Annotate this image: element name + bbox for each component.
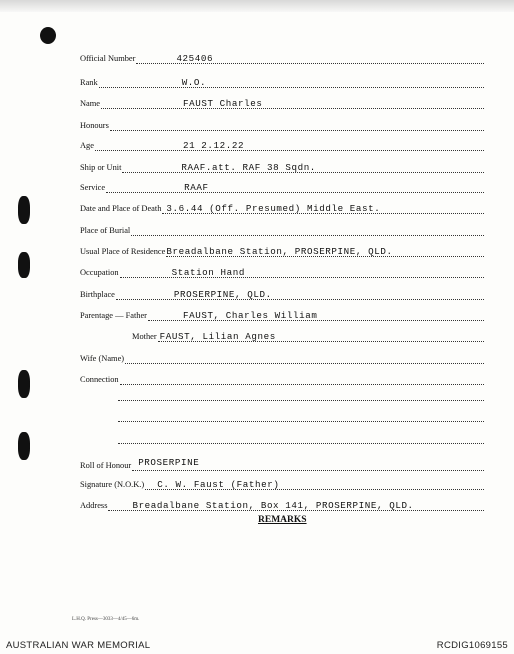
signature-nok-value: C. W. Faust (Father) bbox=[157, 478, 280, 490]
roll-of-honour-value: PROSERPINE bbox=[138, 456, 200, 468]
birthplace-row bbox=[80, 284, 484, 300]
place-burial-row bbox=[80, 220, 484, 236]
service-row bbox=[80, 177, 484, 193]
connection-label: Connection bbox=[80, 374, 119, 384]
connection-line bbox=[118, 442, 484, 444]
service-value: RAAF bbox=[184, 181, 209, 193]
scan-edge-noise bbox=[0, 0, 514, 12]
ship-or-unit-value: RAAF.att. RAF 38 Sqdn. bbox=[181, 161, 316, 173]
connection-line bbox=[118, 399, 484, 401]
signature-nok-row bbox=[80, 474, 484, 490]
date-place-death-value: 3.6.44 (Off. Presumed) Middle East. bbox=[166, 202, 381, 214]
connection-row bbox=[80, 369, 484, 385]
date-place-death-row bbox=[80, 198, 484, 214]
mother-label: Mother bbox=[132, 331, 157, 341]
official-number-label: Official Number bbox=[80, 53, 136, 63]
date-place-death-label: Date and Place of Death bbox=[80, 203, 162, 213]
official-number-value: 425406 bbox=[176, 52, 214, 64]
father-row bbox=[80, 305, 484, 321]
name-value: FAUST Charles bbox=[183, 97, 263, 109]
address-label: Address bbox=[80, 500, 108, 510]
signature-nok-label: Signature (N.O.K.) bbox=[80, 479, 145, 489]
wife-label: Wife (Name) bbox=[80, 353, 125, 363]
punch-hole bbox=[40, 27, 56, 44]
service-label: Service bbox=[80, 182, 106, 192]
usual-residence-row bbox=[80, 241, 484, 257]
age-label: Age bbox=[80, 140, 94, 150]
remarks-heading: REMARKS bbox=[258, 515, 307, 525]
honours-label: Honours bbox=[80, 120, 109, 130]
binding-clip bbox=[18, 432, 30, 460]
honours-row bbox=[80, 115, 484, 131]
official-number-row bbox=[80, 48, 484, 64]
name-row bbox=[80, 93, 484, 109]
footer-institution: AUSTRALIAN WAR MEMORIAL bbox=[6, 640, 151, 651]
ship-or-unit-row bbox=[80, 157, 484, 173]
father-label: Parentage — Father bbox=[80, 310, 147, 320]
address-value: Breadalbane Station, Box 141, PROSERPINE, QLD. bbox=[132, 499, 414, 511]
binding-clip bbox=[18, 196, 30, 224]
name-label: Name bbox=[80, 98, 100, 108]
rank-row bbox=[80, 72, 484, 88]
footer-record-id: RCDIG1069155 bbox=[436, 640, 508, 651]
age-row bbox=[80, 135, 484, 151]
birthplace-value: PROSERPINE, QLD. bbox=[173, 288, 272, 300]
occupation-label: Occupation bbox=[80, 267, 119, 277]
occupation-row bbox=[80, 262, 484, 278]
ship-or-unit-label: Ship or Unit bbox=[80, 162, 122, 172]
address-row bbox=[80, 495, 484, 511]
binding-clip bbox=[18, 252, 30, 278]
place-burial-label: Place of Burial bbox=[80, 225, 131, 235]
mother-value: FAUST, Lilian Agnes bbox=[159, 330, 276, 342]
usual-residence-value: Breadalbane Station, PROSERPINE, QLD. bbox=[166, 245, 393, 257]
rank-value: W.O. bbox=[181, 76, 207, 88]
usual-residence-label: Usual Place of Residence bbox=[80, 246, 166, 256]
age-value: 21 2.12.22 bbox=[182, 139, 245, 151]
birthplace-label: Birthplace bbox=[80, 289, 115, 299]
occupation-value: Station Hand bbox=[171, 266, 245, 278]
wife-row bbox=[80, 348, 484, 364]
roll-of-honour-row bbox=[80, 455, 484, 471]
rank-label: Rank bbox=[80, 77, 98, 87]
roll-of-honour-label: Roll of Honour bbox=[80, 460, 132, 470]
print-code: L.H.Q. Press—3033—4/45—6m. bbox=[72, 617, 140, 622]
mother-row bbox=[132, 326, 484, 342]
father-value: FAUST, Charles William bbox=[182, 309, 318, 321]
binding-clip bbox=[18, 370, 30, 398]
connection-line bbox=[118, 420, 484, 422]
